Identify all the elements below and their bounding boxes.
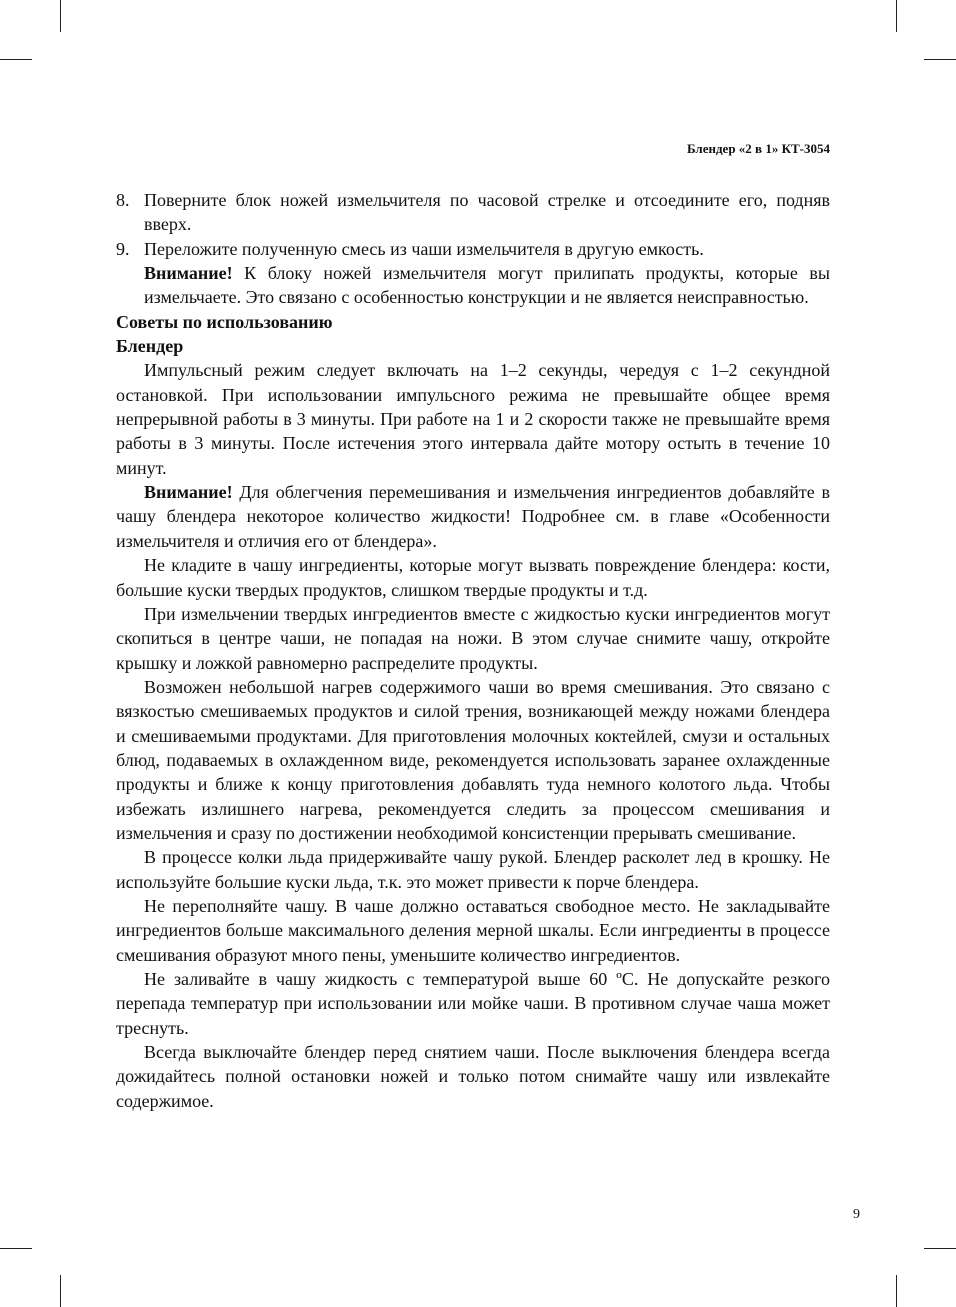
paragraph-text: Импульсный режим следует включать на 1–2 секунды, чередуя с 1–2 секундной остановкой. При использовании импульсного режима не превышайте общее время непрерывной работы в 3 минуты. При работе на 1 и 2 скорости также не превышайте время работы в 3 минуты. После истечения этого интервала дайте мотору остыть в течение 10 минут. — [116, 360, 830, 478]
paragraph-text: Не заливайте в чашу жидкость с температурой выше 60 ºС. Не допускайте резкого перепада температур при использовании или мойке чаши. В противном случае чаша может треснуть. — [116, 969, 830, 1038]
paragraph-text: Не кладите в чашу ингредиенты, которые могут вызвать повреждение блендера: кости, большие куски твердых продуктов, слишком твердые продукты и т.д. — [116, 555, 830, 600]
subsection-title: Блендер — [116, 336, 184, 357]
paragraph-text: Не переполняйте чашу. В чаше должно оставаться свободное место. Не закладывайте ингредиентов больше максимального деления мерной шкалы. Если ингредиенты в процессе смешивания образуют много пены, уменьшите количество ингредиентов. — [116, 895, 830, 965]
paragraph-text: Возможен небольшой нагрев содержимого чаши во время смешивания. Это связано с вязкостью смешиваемых продуктов и силой трения, возникающей между ножами блендера и смешиваемыми продуктами. Для приготовления молочных коктейлей, смузи и остальных блюд, подаваемых в охлажденном виде, рекомендуется использовать заранее охлажденные продукты и ближе к концу приготовления добавлять туда немного колотого льда. Чтобы избежать излишнего нагрева, рекомендуется следить за процессом смешивания и измельчения и сразу по достижении необходимой консистенции прерывать смешивание. — [116, 676, 830, 843]
paragraph — [116, 553, 830, 602]
paragraph-text: В процессе колки льда придерживайте чашу рукой. Блендер расколет лед в крошку. Не используйте большие куски льда, т.к. это может привести к порче блендера. — [116, 847, 830, 892]
list-item-text: Поверните блок ножей измельчителя по часовой стрелке и отсоедините его, подняв вверх. — [144, 190, 830, 235]
list-item — [116, 237, 830, 310]
page-content — [116, 188, 830, 1113]
crop-mark-top-left-h — [0, 59, 32, 60]
list-number: 9. — [116, 238, 130, 259]
crop-mark-bottom-right-h — [924, 1248, 956, 1249]
paragraph-text: Для облегчения перемешивания и измельчения ингредиентов добавляйте в чашу блендера некоторое количество жидкости! Подробнее см. в главе «Особенности измельчителя и отличия его от блендера». — [116, 482, 830, 551]
list-item-text: Переложите полученную смесь из чаши измельчителя в другую емкость. — [144, 238, 704, 259]
list-item — [116, 188, 830, 237]
paragraph-text: Всегда выключайте блендер перед снятием чаши. После выключения блендера всегда дожидайтесь полной остановки ножей и только потом снимайте чашу или извлекайте содержимое. — [116, 1042, 830, 1111]
running-header: Блендер «2 в 1» КТ-3054 — [687, 141, 830, 156]
crop-mark-bottom-left-h — [0, 1248, 32, 1249]
paragraph — [116, 845, 830, 894]
crop-mark-top-left — [60, 0, 61, 32]
paragraph — [116, 967, 830, 1040]
list-item-note — [144, 261, 830, 310]
crop-mark-top-right — [896, 0, 897, 32]
crop-mark-bottom-left — [60, 1275, 61, 1307]
paragraph — [116, 602, 830, 675]
note-text: К блоку ножей измельчителя могут прилипать продукты, которые вы измельчаете. Это связано с особенностью конструкции и не является неисправностью. — [144, 263, 830, 308]
paragraph — [116, 480, 830, 553]
paragraph — [116, 358, 830, 480]
crop-mark-bottom-right — [896, 1275, 897, 1307]
page-number: 9 — [853, 1207, 860, 1222]
list-number: 8. — [116, 190, 130, 210]
section-title: Советы по использованию — [116, 311, 333, 332]
attention-label: Внимание! — [144, 263, 233, 284]
crop-mark-top-right-h — [924, 59, 956, 60]
paragraph — [116, 1040, 830, 1113]
paragraph — [116, 894, 830, 967]
paragraph — [116, 675, 830, 845]
attention-label: Внимание! — [144, 482, 233, 503]
paragraph-text: При измельчении твердых ингредиентов вместе с жидкостью куски ингредиентов могут скопиться в центре чаши, не попадая на ножи. В этом случае снимите чашу, откройте крышку и ложкой равномерно распределите продукты. — [116, 603, 830, 673]
